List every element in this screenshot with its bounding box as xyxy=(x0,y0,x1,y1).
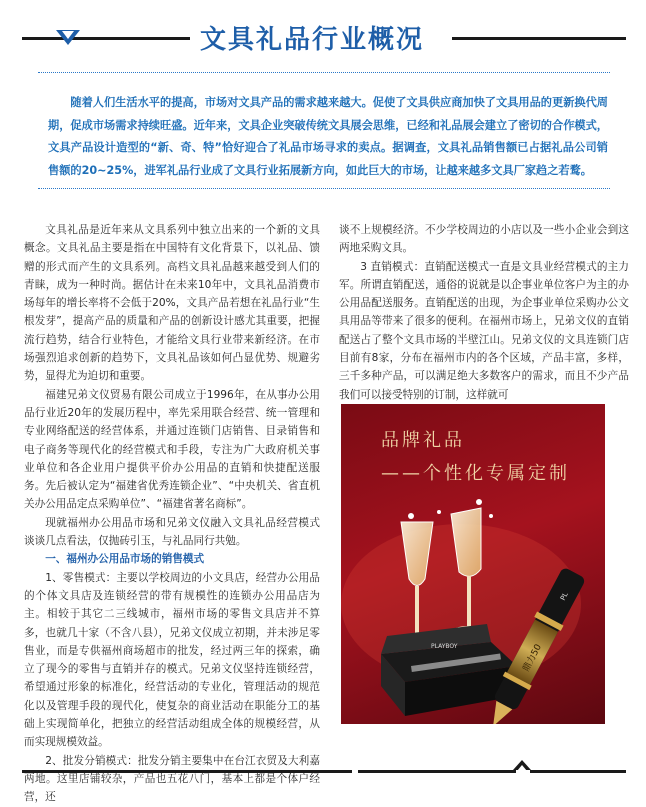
intro-divider-bottom xyxy=(38,188,610,189)
ad-headline: 品牌礼品 xyxy=(381,430,465,451)
header-rule-right xyxy=(452,37,626,40)
right-paragraph-2: 3 直销模式：直销配送模式一直是文具业经营模式的主力军。所谓直销配送，通俗的说就是以企事业单位客户为主的办公用品配送服务。直销配送的出现，为企事业单位采购办公文具用品等带来了很多的便利。在福州市场上，兄弟文仪的直销配送占了整个文具市场的半壁江山。兄弟文仪的文具连锁门店目前有8家，分布在福州市内的各个区域，产品丰富，多样，三千多种产品，可以满足绝大多数客户的需求，而且不少产品我们可以接受特别的订制，这样就可 xyxy=(339,260,629,401)
page-title: 文具礼品行业概况 xyxy=(200,25,425,55)
ad-subheadline: ——个性化专属定制 xyxy=(381,463,570,484)
footer-notch-inner xyxy=(517,765,527,771)
footer-rule-right xyxy=(530,770,626,773)
left-paragraph-5: 2、批发分销模式：批发分销主要集中在台江衣贸及大利嘉两地。这里店铺较杂，产品也五花八门，基本上都是个体户经营，还 xyxy=(24,754,320,804)
left-column xyxy=(24,221,320,807)
left-paragraph-1: 文具礼品是近年来从文具系列中独立出来的一个新的文具概念。文具礼品主要是指在中国特有文化背景下，以礼品、馈赠的形式而产生的文具系列。高档文具礼品越来越受到人们的青睐，成为一种时尚。据估计在未来10年中，文具礼品消费市场每年的增长率将不会低于20%，文具产品若想在礼品行业“生根发芽”，提高产品的质量和产品的创新设计感尤其重要，把握流行趋势，结合行业特色，才能给文具行业带来新经济。在市场强烈追求创新的趋势下，文具礼品该如何凸显优势、规避劣势，显得尤为迫切和重要。 xyxy=(24,224,320,383)
header-rule-left xyxy=(22,37,190,40)
left-paragraph-4: 1、零售模式：主要以学校周边的小文具店，经营办公用品的个体文具店及连锁经营的带有规模性的连锁办公用品店为主。相较于其它二三线城市，福州市场的零售文具店并不算多，也就几十家（不含八县），兄弟文仪成立初期，并未涉足零售业，而是专供福州商场超市的批发，经过两三年的探索，确立了现今的零售与直销并存的模式。兄弟文仪坚持连锁经营，希望通过形象的标准化，经营活动的专业化，管理活动的规范化以及管理手段的现代化，使复杂的商业活动在职能分工的基础上实现简单化，把独立的经营活动组成全体的规模经营，从而实现规模效益。 xyxy=(24,571,320,749)
left-paragraph-3: 现就福州办公用品市场和兄弟文仪融入文具礼品经营模式谈谈几点看法，仅抛砖引玉，与礼品同行共勉。 xyxy=(24,516,320,548)
intro-paragraph: 随着人们生活水平的提高，市场对文具产品的需求越来越大。促使了文具供应商加快了文具用品的更新换代周期，促成市场需求持续旺盛。近年来，文具企业突破传统文具展会思维，已经和礼品展会建立了密切的合作模式，文具产品设计造型的“新、奇、特”恰好迎合了礼品市场寻求的卖点。据调查，文具礼品销售额已占据礼品公司销售额的20~25%，进军礼品行业成了文具行业拓展新方向，如此巨大的市场，让越来越多文具厂家趋之若鹜。 xyxy=(48,96,608,177)
right-paragraph-1: 谈不上规模经济。不少学校周边的小店以及一些小企业会到这两地采购文具。 xyxy=(339,224,629,255)
box-brand-text: PLAYBOY xyxy=(431,643,458,650)
intro-divider-top xyxy=(38,72,610,73)
footer-rule-middle xyxy=(358,770,516,773)
footer-rule-left xyxy=(22,770,352,773)
left-paragraph-2: 福建兄弟文仪贸易有限公司成立于1996年，在从事办公用品行业近20年的发展历程中，率先采用联合经营、统一管理和专业网络配送的经营体系，并通过连锁门店销售、目录销售和电子商务等现代化的经营模式和手段，专注为广大政府机关事业单位和各企业用户提供平价办公用品的直销和快捷配送服务。先后被认定为“福建省优秀连锁企业”、“中央机关、省直机关办公用品定点采购单位”、“福建省著名商标”。 xyxy=(24,388,320,511)
right-column xyxy=(339,221,629,404)
pen-cap-text: PL xyxy=(558,591,570,602)
section-heading: 一、福州办公用品市场的销售模式 xyxy=(45,553,205,566)
pen-text: 鼎力50 xyxy=(521,642,544,674)
ad-illustration xyxy=(341,404,605,724)
gift-advertisement xyxy=(341,404,605,724)
header-triangle-inner xyxy=(62,31,74,39)
